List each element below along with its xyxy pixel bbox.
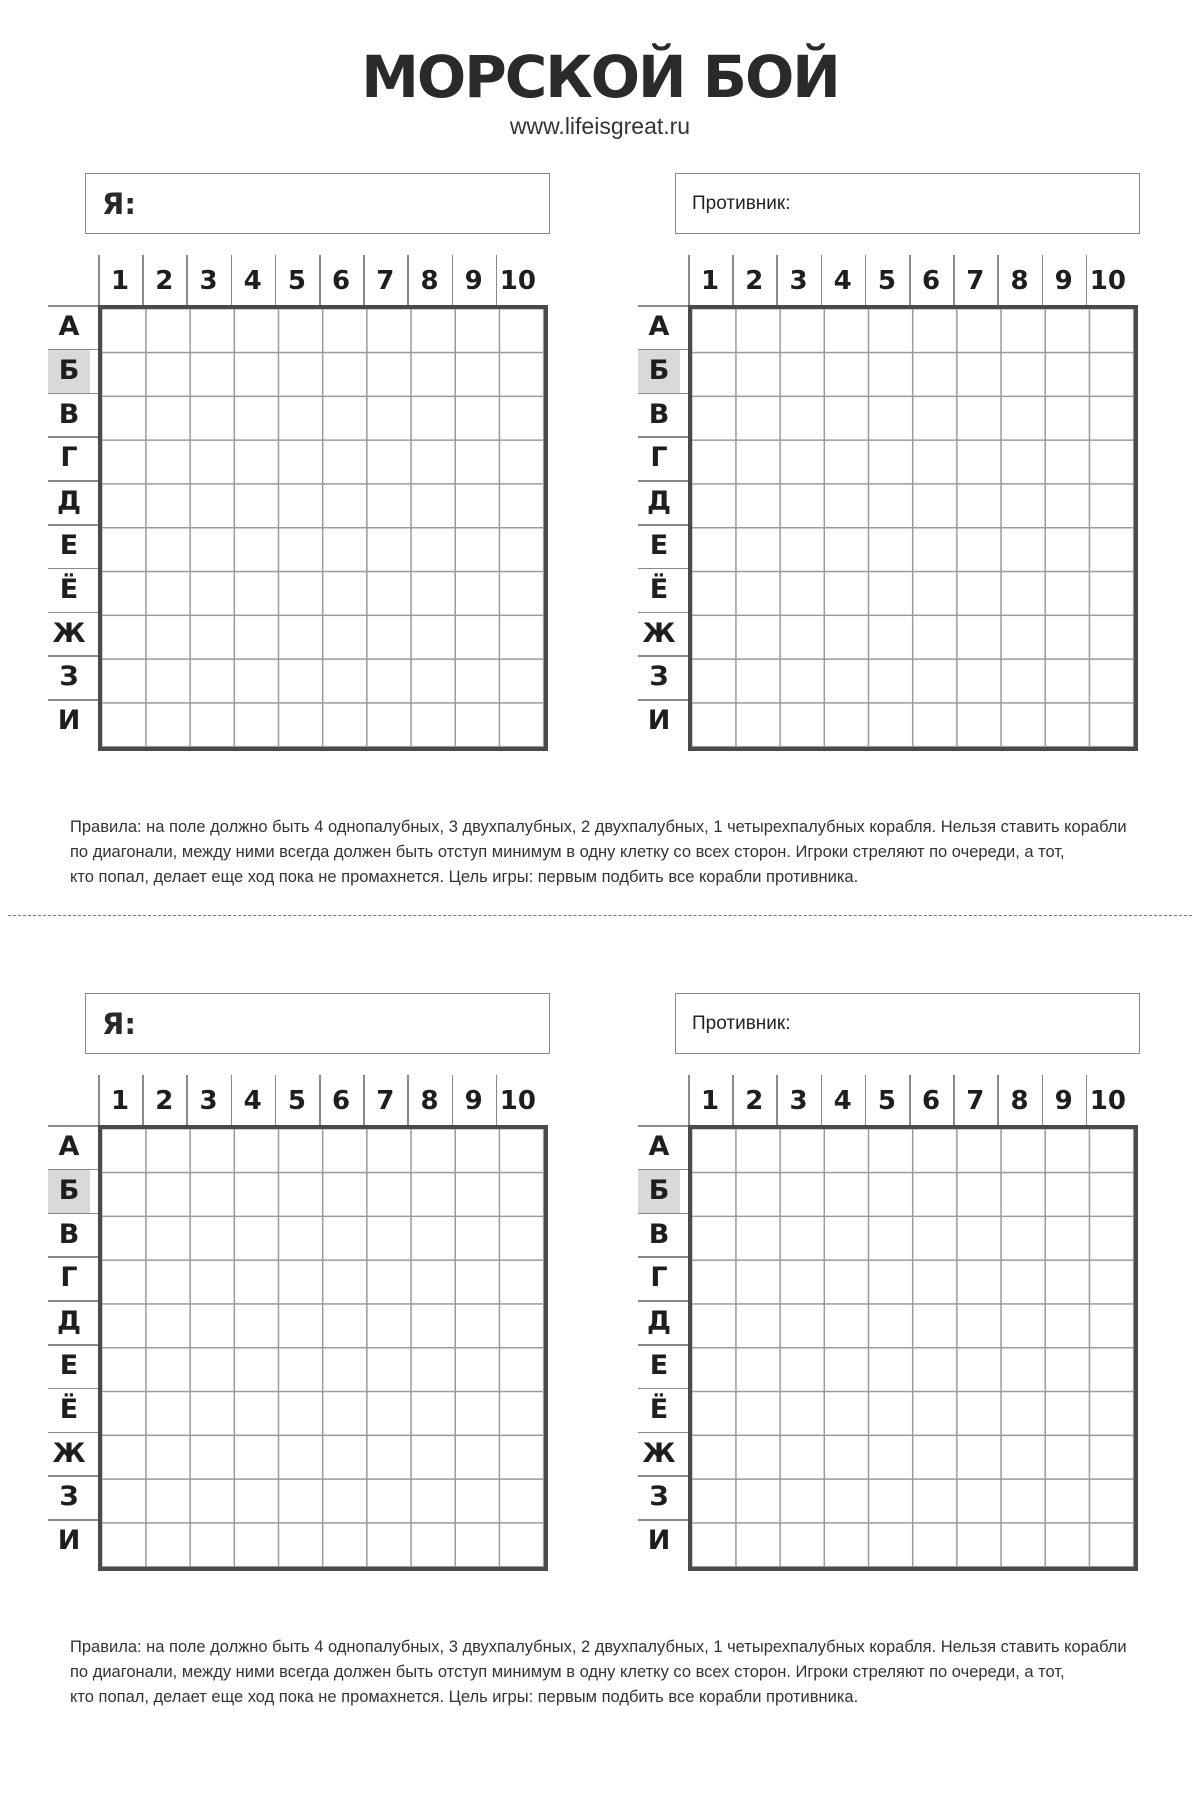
row-divider [638,1125,688,1127]
row-label: Г [650,1262,668,1294]
row-divider [48,1169,98,1171]
row-divider [48,349,98,351]
row-label: Е [649,530,669,561]
rules-line: Правила: на поле должно быть 4 однопалубных, 3 двухпалубных, 2 двухпалубных, 1 четырехпалубных корабля. Нельзя ставить корабли [70,1638,1127,1656]
row-label: Б [48,1169,90,1213]
column-label: 1 [111,1086,130,1116]
column-divider [953,1075,955,1125]
column-label: 4 [833,266,852,296]
row-divider [48,305,98,307]
column-divider [142,255,144,305]
row-divider [48,1432,98,1434]
row-label: Д [56,486,82,518]
column-label: 4 [243,266,262,296]
row-divider [48,393,98,395]
rules-line: по диагонали, между ними всегда должен быть отступ минимум в одну клетку со всех сторон. Игроки стреляют по очереди, а тот, [70,1663,1065,1681]
column-label: 6 [922,1086,941,1116]
column-label: 2 [745,1086,764,1116]
row-divider [48,655,98,657]
column-label: 5 [877,266,896,296]
row-divider [638,524,688,526]
row-divider [48,1388,98,1390]
row-divider [48,568,98,570]
column-divider [319,1075,321,1125]
row-label: А [58,311,80,342]
my-name-label: Я: [102,186,136,221]
column-label: 10 [1089,266,1126,296]
row-label: Е [649,1350,669,1381]
column-divider [732,1075,734,1125]
row-divider [638,699,688,701]
row-label: И [647,705,671,737]
column-divider [1086,255,1088,305]
column-label: 10 [499,266,536,296]
column-divider [142,1075,144,1125]
row-divider [638,393,688,395]
battle-grid[interactable] [688,305,1138,751]
row-label: А [648,311,670,342]
game-sheet-2 [0,820,1200,1706]
row-label: И [57,705,81,737]
rules-line: кто попал, делает еще ход пока не промахнется. Цель игры: первым подбить все корабли противника. [70,868,859,886]
column-divider [776,1075,778,1125]
column-divider [275,255,277,305]
row-label: З [649,1481,669,1513]
row-divider [48,524,98,526]
row-label: В [648,398,670,430]
row-label: Е [59,1350,79,1381]
row-divider [48,1256,98,1258]
row-divider [638,1300,688,1302]
row-divider [638,1432,688,1434]
column-label: 3 [789,1086,808,1116]
row-label: Ё [59,1393,79,1425]
row-label: З [649,661,669,693]
opponent-name-field[interactable] [675,993,1140,1054]
row-divider [638,612,688,614]
column-divider [452,1075,454,1125]
row-divider [48,1475,98,1477]
column-label: 5 [287,1086,306,1116]
column-divider [997,255,999,305]
my-board [48,255,558,755]
rules-line: Правила: на поле должно быть 4 однопалубных, 3 двухпалубных, 2 двухпалубных, 1 четырехпалубных корабля. Нельзя ставить корабли [70,818,1127,836]
column-divider [496,255,498,305]
column-divider [98,255,100,305]
column-divider [186,1075,188,1125]
row-label: Б [638,1169,680,1213]
my-board [48,1075,558,1575]
column-label: 3 [789,266,808,296]
row-divider [48,1300,98,1302]
column-label: 10 [1089,1086,1126,1116]
row-label: З [59,661,79,693]
column-divider [821,1075,823,1125]
row-label: Г [60,442,78,474]
row-label: Д [646,1306,672,1338]
row-divider [48,480,98,482]
row-label: Б [48,349,90,393]
row-label: Д [56,1306,82,1338]
opponent-board [638,1075,1148,1575]
opponent-name-field[interactable] [675,173,1140,234]
column-label: 3 [199,1086,218,1116]
row-label: Г [60,1262,78,1294]
row-label: В [58,1218,80,1250]
column-label: 4 [243,1086,262,1116]
column-divider [407,255,409,305]
row-divider [638,1344,688,1346]
row-divider [48,1519,98,1521]
row-divider [638,655,688,657]
rules-line: кто попал, делает еще ход пока не промахнется. Цель игры: первым подбить все корабли противника. [70,1688,859,1706]
row-divider [638,305,688,307]
column-label: 8 [1010,1086,1029,1116]
row-divider [48,699,98,701]
my-name-field[interactable] [85,993,550,1054]
row-divider [638,1169,688,1171]
column-label: 8 [420,266,439,296]
column-divider [231,1075,233,1125]
column-divider [452,255,454,305]
row-label: Ё [59,573,79,605]
row-divider [48,436,98,438]
column-divider [186,255,188,305]
row-divider [48,612,98,614]
column-divider [732,255,734,305]
column-label: 6 [332,1086,351,1116]
column-label: 7 [966,266,985,296]
row-label: Ж [642,617,676,649]
row-divider [638,349,688,351]
column-label: 9 [1054,1086,1073,1116]
row-divider [48,1125,98,1127]
column-label: 5 [877,1086,896,1116]
row-label: З [59,1481,79,1513]
row-label: Ё [649,1393,669,1425]
opponent-name-label: Противник: [692,1012,791,1034]
page-title: МОРСКОЙ БОЙ [361,43,839,111]
column-divider [821,255,823,305]
column-label: 9 [464,266,483,296]
column-divider [319,255,321,305]
row-label: Б [638,349,680,393]
column-divider [363,255,365,305]
column-divider [407,1075,409,1125]
column-label: 2 [155,266,174,296]
column-label: 1 [111,266,130,296]
column-divider [1042,255,1044,305]
column-divider [865,1075,867,1125]
column-divider [688,1075,690,1125]
row-label: Е [59,530,79,561]
row-divider [638,568,688,570]
column-label: 5 [287,266,306,296]
column-divider [363,1075,365,1125]
column-label: 9 [1054,266,1073,296]
row-divider [638,1213,688,1215]
column-divider [688,255,690,305]
row-label: И [57,1525,81,1557]
column-label: 10 [499,1086,536,1116]
row-divider [638,1519,688,1521]
column-label: 8 [1010,266,1029,296]
column-label: 7 [376,1086,395,1116]
row-divider [638,1256,688,1258]
row-label: Ж [52,1437,86,1469]
row-label: В [648,1218,670,1250]
column-label: 1 [701,266,720,296]
my-name-field[interactable] [85,173,550,234]
row-divider [638,480,688,482]
battle-grid[interactable] [98,305,548,751]
row-label: А [648,1131,670,1162]
column-label: 6 [922,266,941,296]
rules-text [70,1635,1180,1710]
row-divider [48,1344,98,1346]
column-divider [1042,1075,1044,1125]
column-label: 9 [464,1086,483,1116]
column-label: 2 [155,1086,174,1116]
column-divider [98,1075,100,1125]
column-divider [496,1075,498,1125]
row-divider [48,1213,98,1215]
column-divider [909,1075,911,1125]
column-label: 7 [966,1086,985,1116]
column-label: 1 [701,1086,720,1116]
column-divider [953,255,955,305]
row-divider [638,1388,688,1390]
row-label: Д [646,486,672,518]
battle-grid[interactable] [98,1125,548,1571]
row-label: Г [650,442,668,474]
column-label: 6 [332,266,351,296]
column-label: 2 [745,266,764,296]
column-divider [997,1075,999,1125]
column-divider [1086,1075,1088,1125]
opponent-board [638,255,1148,755]
column-divider [231,255,233,305]
column-divider [865,255,867,305]
column-label: 8 [420,1086,439,1116]
row-label: И [647,1525,671,1557]
row-label: Ё [649,573,669,605]
column-divider [909,255,911,305]
row-label: А [58,1131,80,1162]
opponent-name-label: Противник: [692,192,791,214]
row-divider [638,1475,688,1477]
rules-line: по диагонали, между ними всегда должен быть отступ минимум в одну клетку со всех сторон. Игроки стреляют по очереди, а тот, [70,843,1065,861]
site-url: www.lifeisgreat.ru [509,113,691,139]
game-sheet-1 [0,0,1200,886]
column-divider [275,1075,277,1125]
row-label: В [58,398,80,430]
column-label: 7 [376,266,395,296]
column-label: 4 [833,1086,852,1116]
my-name-label: Я: [102,1006,136,1041]
column-label: 3 [199,266,218,296]
battle-grid[interactable] [688,1125,1138,1571]
column-divider [776,255,778,305]
row-label: Ж [642,1437,676,1469]
row-label: Ж [52,617,86,649]
row-divider [638,436,688,438]
